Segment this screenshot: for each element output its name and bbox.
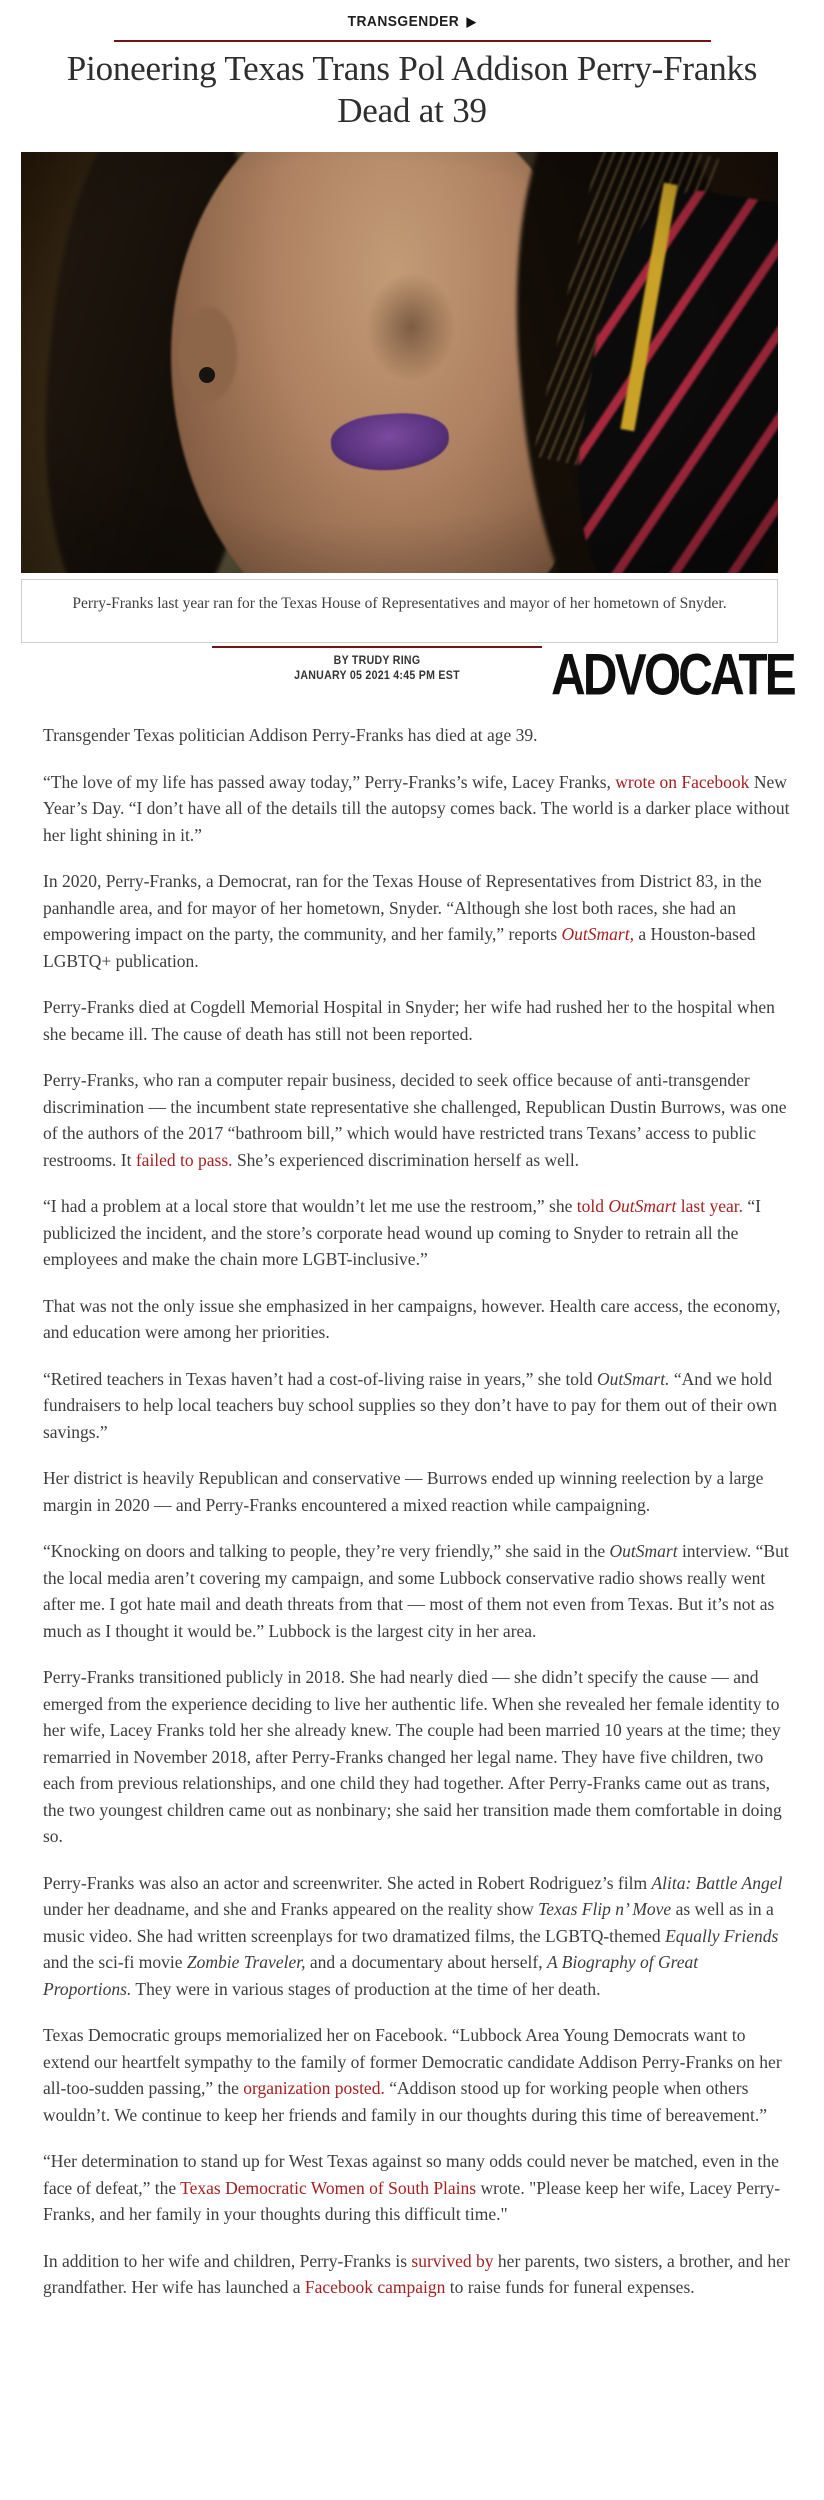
article-link[interactable]: organization posted. <box>243 2078 385 2098</box>
text-segment: Texas Democratic groups memorialized her on Facebook. “Lubbock Area Young Democrats want to extend our heartfelt sympathy to the family of former Democratic candidate Addison Perry-Franks on her all-too-sudden passing,” the <box>43 2025 782 2098</box>
text-segment: “Retired teachers in Texas haven’t had a cost-of-living raise in years,” she told <box>43 1368 598 1389</box>
article-link[interactable]: failed to pass. <box>135 1149 233 1170</box>
text-segment: “I had a problem at a local store that wouldn’t let me use the restroom,” she <box>43 1196 577 1216</box>
article-link[interactable]: told <box>576 1196 609 1216</box>
text-segment: “Knocking on doors and talking to people, they’re very friendly,” she said in the <box>43 1541 610 1561</box>
byline-block <box>212 646 542 682</box>
article-link[interactable]: wrote on Facebook <box>615 771 750 792</box>
article-link[interactable]: survived by <box>411 2250 494 2271</box>
text-segment: Alita: Battle Angel <box>651 1872 783 1893</box>
text-segment: Perry-Franks was also an actor and screenwriter. She acted in Robert Rodriguez’s film <box>43 1872 652 1893</box>
text-segment: under her deadname, and she and Franks appeared on the reality show <box>43 1899 539 1919</box>
article-body <box>43 722 790 2321</box>
article-photo <box>21 152 778 573</box>
text-segment: Perry-Franks transitioned publicly in 2018. She had nearly died — she didn’t specify the cause — and emerged from the experience deciding to live her authentic life. When she revealed her female identity to her wife, Lacey Franks told her she already knew. The couple had been married 10 years at the time; they remarried in November 2018, after Perry-Franks changed her legal name. They have five children, two each from previous relationships, and one child they had together. After Perry-Franks came out as trans, the two youngest children came out as nonbinary; she said her transition made them comfortable in doing so. <box>43 1667 782 1846</box>
byline-rule <box>212 646 542 648</box>
text-segment: That was not the only issue she emphasized in her campaigns, however. Health care access, the economy, and education were among her priorities. <box>43 1295 781 1342</box>
article-paragraph <box>43 1067 790 1173</box>
text-segment: Texas Flip n’ Move <box>538 1899 672 1919</box>
article-paragraph <box>43 1538 790 1644</box>
article-paragraph <box>43 1293 790 1346</box>
text-segment: Equally Friends <box>665 1925 779 1946</box>
text-segment: “I publicized the incident, and the store’s corporate head wound up coming to Snyder to retrain all the employees and make the chain more LGBT-inclusive.” <box>43 1196 761 1269</box>
text-segment: OutSmart <box>609 1541 678 1561</box>
text-segment: They were in various stages of production at the time of her death. <box>131 1978 601 1999</box>
photo-detail-vignette <box>21 152 778 573</box>
article-paragraph <box>43 722 790 749</box>
text-segment: wrote. "Please keep her wife, Lacey Perry-Franks, and her family in your thoughts during this difficult time." <box>43 2177 781 2224</box>
text-segment: a Houston-based LGBTQ+ publication. <box>43 924 756 971</box>
article-paragraph <box>43 994 790 1047</box>
category-rule <box>114 40 711 42</box>
text-segment: and the sci-fi movie <box>43 1952 187 1972</box>
photo-caption: Perry-Franks last year ran for the Texas House of Representatives and mayor of her hometown of Snyder. <box>21 579 778 643</box>
article-link[interactable]: Facebook campaign <box>304 2277 446 2297</box>
byline-author: BY TRUDY RING <box>333 655 421 667</box>
category-label: TRANSGENDER <box>347 13 460 30</box>
text-segment: Perry-Franks died at Cogdell Memorial Hospital in Snyder; her wife had rushed her to the hospital when she became ill. The cause of death has still not been reported. <box>43 997 775 1044</box>
article-paragraph <box>43 1193 790 1273</box>
category-link[interactable] <box>348 13 477 30</box>
text-segment: She’s experienced discrimination herself as well. <box>232 1149 580 1170</box>
text-segment: “And we hold fundraisers to help local teachers buy school supplies so they don’t have to pay for them out of their own savings.” <box>43 1368 778 1442</box>
article-link[interactable]: OutSmart <box>608 1196 677 1216</box>
article-paragraph <box>43 769 790 849</box>
category-header <box>0 0 824 42</box>
page-title: Pioneering Texas Trans Pol Addison Perry-Franks Dead at 39 <box>66 49 758 130</box>
article-paragraph <box>43 2022 790 2128</box>
text-segment: “The love of my life has passed away today,” Perry-Franks’s wife, Lacey Franks, <box>43 771 616 792</box>
advocate-logo: ADVOCATE <box>551 643 794 709</box>
article-paragraph <box>43 2148 790 2228</box>
article-link[interactable]: Texas Democratic Women of South Plains <box>180 2177 477 2198</box>
text-segment: to raise funds for funeral expenses. <box>445 2277 695 2297</box>
byline-row <box>0 643 824 709</box>
article-paragraph <box>43 2248 790 2301</box>
text-segment: New Year’s Day. “I don’t have all of the details till the autopsy comes back. The world is a darker place without her light shining in it.” <box>43 771 790 845</box>
arrow-right-icon: ▶ <box>466 14 477 29</box>
text-segment: OutSmart. <box>597 1368 670 1389</box>
article-link[interactable]: OutSmart, <box>561 924 634 944</box>
text-segment: Her district is heavily Republican and conservative — Burrows ended up winning reelection by a large margin in 2020 — and Perry-Franks encountered a mixed reaction while campaigning. <box>43 1468 764 1515</box>
text-segment: A Biography of Great Proportions. <box>43 1952 699 1999</box>
text-segment: interview. “But the local media aren’t covering my campaign, and some Lubbock conservative radio shows really went after me. I got hate mail and death threats from that — most of them not even from Texas. But it’s not as much as I thought it would be.” Lubbock is the largest city in her area. <box>43 1541 789 1641</box>
text-segment: In 2020, Perry-Franks, a Democrat, ran for the Texas House of Representatives from District 83, in the panhandle area, and for mayor of her hometown, Snyder. “Although she lost both races, she had an empowering impact on the party, the community, and her family,” reports <box>43 871 762 944</box>
article-paragraph <box>43 1870 790 2003</box>
article-paragraph <box>43 1366 790 1446</box>
text-segment: Perry-Franks, who ran a computer repair business, decided to seek office because of anti-transgender discrimination — the incumbent state representative she challenged, Republican Dustin Burrows, was one of the authors of the 2017 “bathroom bill,” which would have restricted trans Texans’ access to public restrooms. It <box>43 1070 787 1170</box>
byline-date: JANUARY 05 2021 4:45 PM EST <box>294 670 460 682</box>
text-segment: In addition to her wife and children, Perry-Franks is <box>43 2250 412 2271</box>
text-segment: Transgender Texas politician Addison Perry-Franks has died at age 39. <box>43 725 538 745</box>
article-paragraph <box>43 868 790 974</box>
article-link[interactable]: last year. <box>676 1196 743 1216</box>
text-segment: Zombie Traveler, <box>186 1952 306 1972</box>
text-segment: and a documentary about herself, <box>305 1952 547 1972</box>
text-segment: “Her determination to stand up for West Texas against so many odds could never be matched, even in the face of defeat,” the <box>43 2151 779 2198</box>
text-segment: as well as in a music video. She had written screenplays for two dramatized films, the LGBTQ-themed <box>43 1899 774 1946</box>
text-segment: her parents, two sisters, a brother, and her grandfather. Her wife has launched a <box>43 2250 790 2297</box>
text-segment: “Addison stood up for working people when others wouldn’t. We continue to keep her friends and family in our thoughts during this time of bereavement.” <box>43 2078 768 2125</box>
article-paragraph <box>43 1664 790 1850</box>
article-paragraph <box>43 1465 790 1518</box>
